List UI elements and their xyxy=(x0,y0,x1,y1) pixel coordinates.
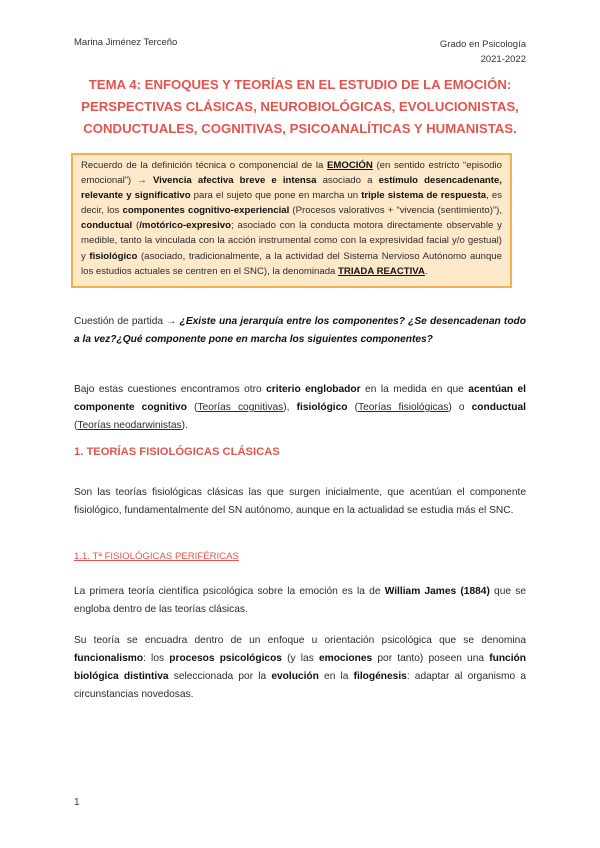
para-text: ) o xyxy=(448,402,472,413)
box-bold: fisiológico xyxy=(89,250,138,262)
paragraph-functionalism xyxy=(74,632,526,704)
box-text: Recuerdo de la definición técnica o componencial de la xyxy=(81,160,327,171)
para-bold: criterio englobador xyxy=(266,384,361,395)
box-bold: conductual xyxy=(81,220,133,232)
para-text: ). xyxy=(181,420,188,431)
title-line-1: TEMA 4: ENFOQUES Y TEORÍAS EN EL ESTUDIO DE LA EMOCIÓN: xyxy=(88,77,512,92)
para-text: en la xyxy=(318,671,354,682)
page-number: 1 xyxy=(74,797,80,808)
para-text: seleccionada por la xyxy=(168,671,272,682)
para-text: (y las xyxy=(281,653,319,664)
para-underline: Teorías fisiológicas xyxy=(358,402,449,413)
para-text: en la medida en que xyxy=(360,384,469,395)
box-bold: estímulo desencadenante, relevante y significativo xyxy=(81,175,502,202)
header-right xyxy=(440,37,526,67)
box-bold: triple sistema de respuesta xyxy=(361,190,487,202)
para-bold: función biológica distintiva xyxy=(74,653,526,682)
para-text: ( xyxy=(74,420,78,431)
para-text: que se engloba dentro de las teorías clásicas. xyxy=(74,586,527,615)
para-text: Su teoría se encuadra dentro de un enfoque u orientación psicológica que se denomina xyxy=(74,635,526,646)
box-term-triada: TRIADA REACTIVA xyxy=(338,265,425,277)
title-line-3: CONDUCTUALES, COGNITIVAS, PSICOANALÍTICAS Y HUMANISTAS. xyxy=(83,121,517,136)
subsection-heading-1-1: 1.1. Tª FISIOLÓGICAS PERIFÉRICAS xyxy=(74,551,239,562)
box-text: ; asociado con la conducta motora directamente observable y medible, tanto la vinculada con la acción instrumental como con la expresividad facial y/o gestual) y xyxy=(81,220,502,262)
header-degree: Grado en Psicología xyxy=(439,39,526,50)
box-text: asociado a xyxy=(316,175,379,187)
para-underline: Teorías cognitivas xyxy=(197,402,284,413)
para-text: La primera teoría científica psicológica sobre la emoción es la de xyxy=(74,586,385,597)
para-bold: funcionalismo xyxy=(74,653,144,664)
para-bold: acentúan el componente cognitivo xyxy=(74,384,526,413)
box-term-emocion: EMOCIÓN xyxy=(326,160,373,171)
paragraph-question xyxy=(74,313,526,349)
box-text: . xyxy=(424,265,428,277)
paragraph-classic-theories: Son las teorías fisiológicas clásicas las que surgen inicialmente, que acentúan el componente fisiológico, fundamentalmente del SN autónomo, aunque en la actualidad se estudia más el SNC. xyxy=(74,487,526,516)
para-text: Bajo estas cuestiones encontramos otro xyxy=(74,384,267,395)
para-bold: procesos psicológicos xyxy=(169,653,282,664)
para-text: ( xyxy=(186,402,198,413)
box-text: ( xyxy=(132,220,140,232)
para-bold: conductual xyxy=(471,402,526,413)
para-text: Cuestión de partida → xyxy=(74,316,180,327)
section-heading-1: 1. TEORÍAS FISIOLÓGICAS CLÁSICAS xyxy=(74,446,280,458)
header-year: 2021-2022 xyxy=(480,54,526,65)
title-line-2: PERSPECTIVAS CLÁSICAS, NEUROBIOLÓGICAS, EVOLUCIONISTAS, xyxy=(81,99,519,114)
box-bold: Vivencia afectiva breve e intensa xyxy=(152,175,317,187)
para-bold: William James (1884) xyxy=(384,586,490,597)
paragraph-criteria xyxy=(74,381,526,435)
box-bold: /motórico-expresivo xyxy=(139,220,231,232)
paragraph-james xyxy=(74,583,526,619)
box-text: (Procesos valorativos + “vivencia (sentimiento)”), xyxy=(289,205,502,217)
box-text: (asociado, tradicionalmente, a la actividad del Sistema Nervioso Autónomo aunque los estudios actuales se centren en el SNC), la denominada xyxy=(81,250,502,277)
header-author: Marina Jiménez Terceño xyxy=(74,37,178,48)
box-text: (en sentido estricto “episodio emocional”) → xyxy=(81,160,502,187)
para-text: por tanto) poseen una xyxy=(372,653,490,664)
para-text: : adaptar al organismo a circunstancias novedosas. xyxy=(74,671,526,700)
box-text: , es decir, los xyxy=(81,190,502,217)
para-bold: fisiológico xyxy=(296,402,348,413)
emotion-definition-box xyxy=(71,153,512,288)
page-title xyxy=(60,74,540,140)
para-text: ( xyxy=(347,402,359,413)
para-underline: Teorías neodarwinistas xyxy=(77,420,182,431)
para-bold: evolución xyxy=(271,671,319,682)
box-bold: componentes cognitivo-experiencial xyxy=(122,205,290,217)
para-text: ), xyxy=(283,402,297,413)
para-bold: filogénesis xyxy=(353,671,407,682)
para-question: ¿Existe una jerarquía entre los componentes? ¿Se desencadenan todo a la vez?¿Qué componente pone en marcha los siguientes componentes? xyxy=(74,316,526,345)
box-text: para el sujeto que pone en marcha un xyxy=(190,190,362,202)
para-text: : los xyxy=(143,653,170,664)
para-bold: emociones xyxy=(318,653,373,664)
